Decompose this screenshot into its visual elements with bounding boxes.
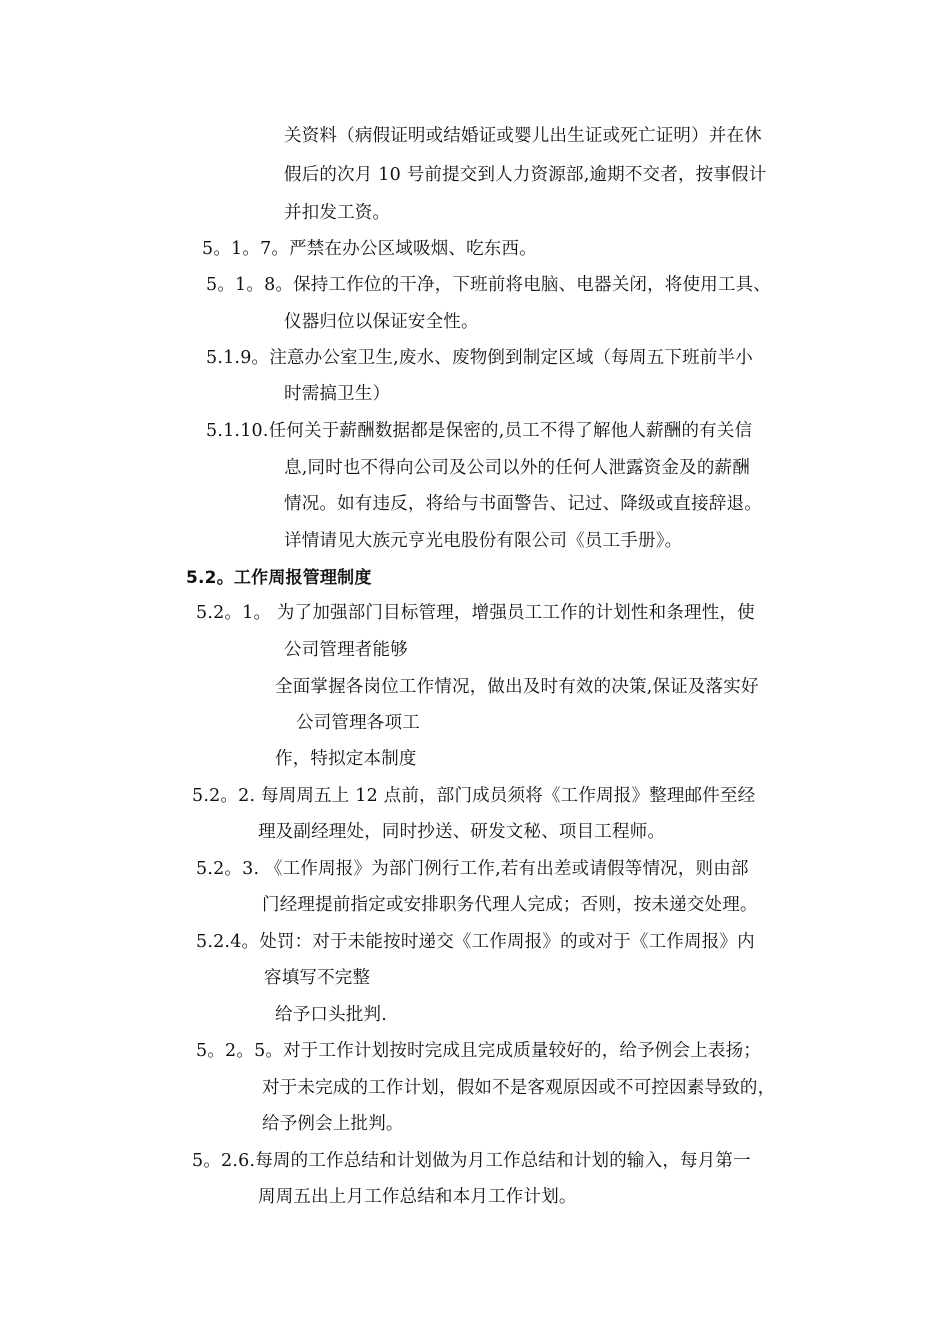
text-line: 并扣发工资。: [284, 203, 391, 223]
text-line: 5。2。5。对于工作计划按时完成且完成质量较好的，给予例会上表扬；: [196, 1041, 761, 1061]
text-line: 5。1。7。严禁在办公区域吸烟、吃东西。: [202, 239, 537, 259]
text-line: 门经理提前指定或安排职务代理人完成；否则，按未递交处理。: [262, 895, 758, 915]
text-line: 给予口头批判.: [275, 1005, 387, 1025]
text-line: 5。2.6.每周的工作总结和计划做为月工作总结和计划的输入，每月第一: [192, 1151, 751, 1171]
text-line: 5。1。8。保持工作位的干净，下班前将电脑、电器关闭，将使用工具、: [206, 275, 771, 295]
text-line: 对于未完成的工作计划，假如不是客观原因或不可控因素导致的，: [262, 1078, 776, 1098]
text-line: 周周五出上月工作总结和本月工作计划。: [258, 1187, 577, 1207]
text-line: 作，特拟定本制度: [275, 749, 417, 769]
text-line: 5.2。1。 为了加强部门目标管理，增强员工工作的计划性和条理性，使: [196, 603, 755, 623]
text-line: 情况。如有违反，将给与书面警告、记过、降级或直接辞退。: [284, 494, 762, 514]
text-line: 5.1.10.任何关于薪酬数据都是保密的,员工不得了解他人薪酬的有关信: [206, 421, 753, 441]
text-line: 详情请见大族元亨光电股份有限公司《员工手册》。: [284, 531, 683, 551]
text-line: 假后的次月 10 号前提交到人力资源部,逾期不交者，按事假计: [284, 165, 767, 185]
text-line: 全面掌握各岗位工作情况，做出及时有效的决策,保证及落实好: [275, 677, 759, 697]
text-line: 5.2.4。处罚：对于未能按时递交《工作周报》的或对于《工作周报》内: [196, 932, 755, 952]
text-line: 息,同时也不得向公司及公司以外的任何人泄露资金及的薪酬: [284, 458, 750, 478]
text-line: 理及副经理处，同时抄送、研发文秘、项目工程师。: [258, 822, 666, 842]
text-line: 公司管理者能够: [284, 640, 408, 660]
text-line: 5.2。2. 每周周五上 12 点前，部门成员须将《工作周报》整理邮件至经: [192, 786, 756, 806]
text-line: 5.1.9。注意办公室卫生,废水、废物倒到制定区域（每周五下班前半小: [206, 348, 753, 368]
text-line: 关资料（病假证明或结婚证或婴儿出生证或死亡证明）并在休: [284, 126, 762, 146]
section-heading: 5.2。工作周报管理制度: [186, 568, 372, 588]
text-line: 公司管理各项工: [296, 713, 420, 733]
text-line: 5.2。3. 《工作周报》为部门例行工作,若有出差或请假等情况，则由部: [196, 859, 749, 879]
text-line: 容填写不完整: [264, 968, 371, 988]
text-line: 时需搞卫生）: [284, 384, 391, 404]
text-line: 给予例会上批判。: [262, 1114, 404, 1134]
text-line: 仪器归位以保证安全性。: [284, 312, 479, 332]
